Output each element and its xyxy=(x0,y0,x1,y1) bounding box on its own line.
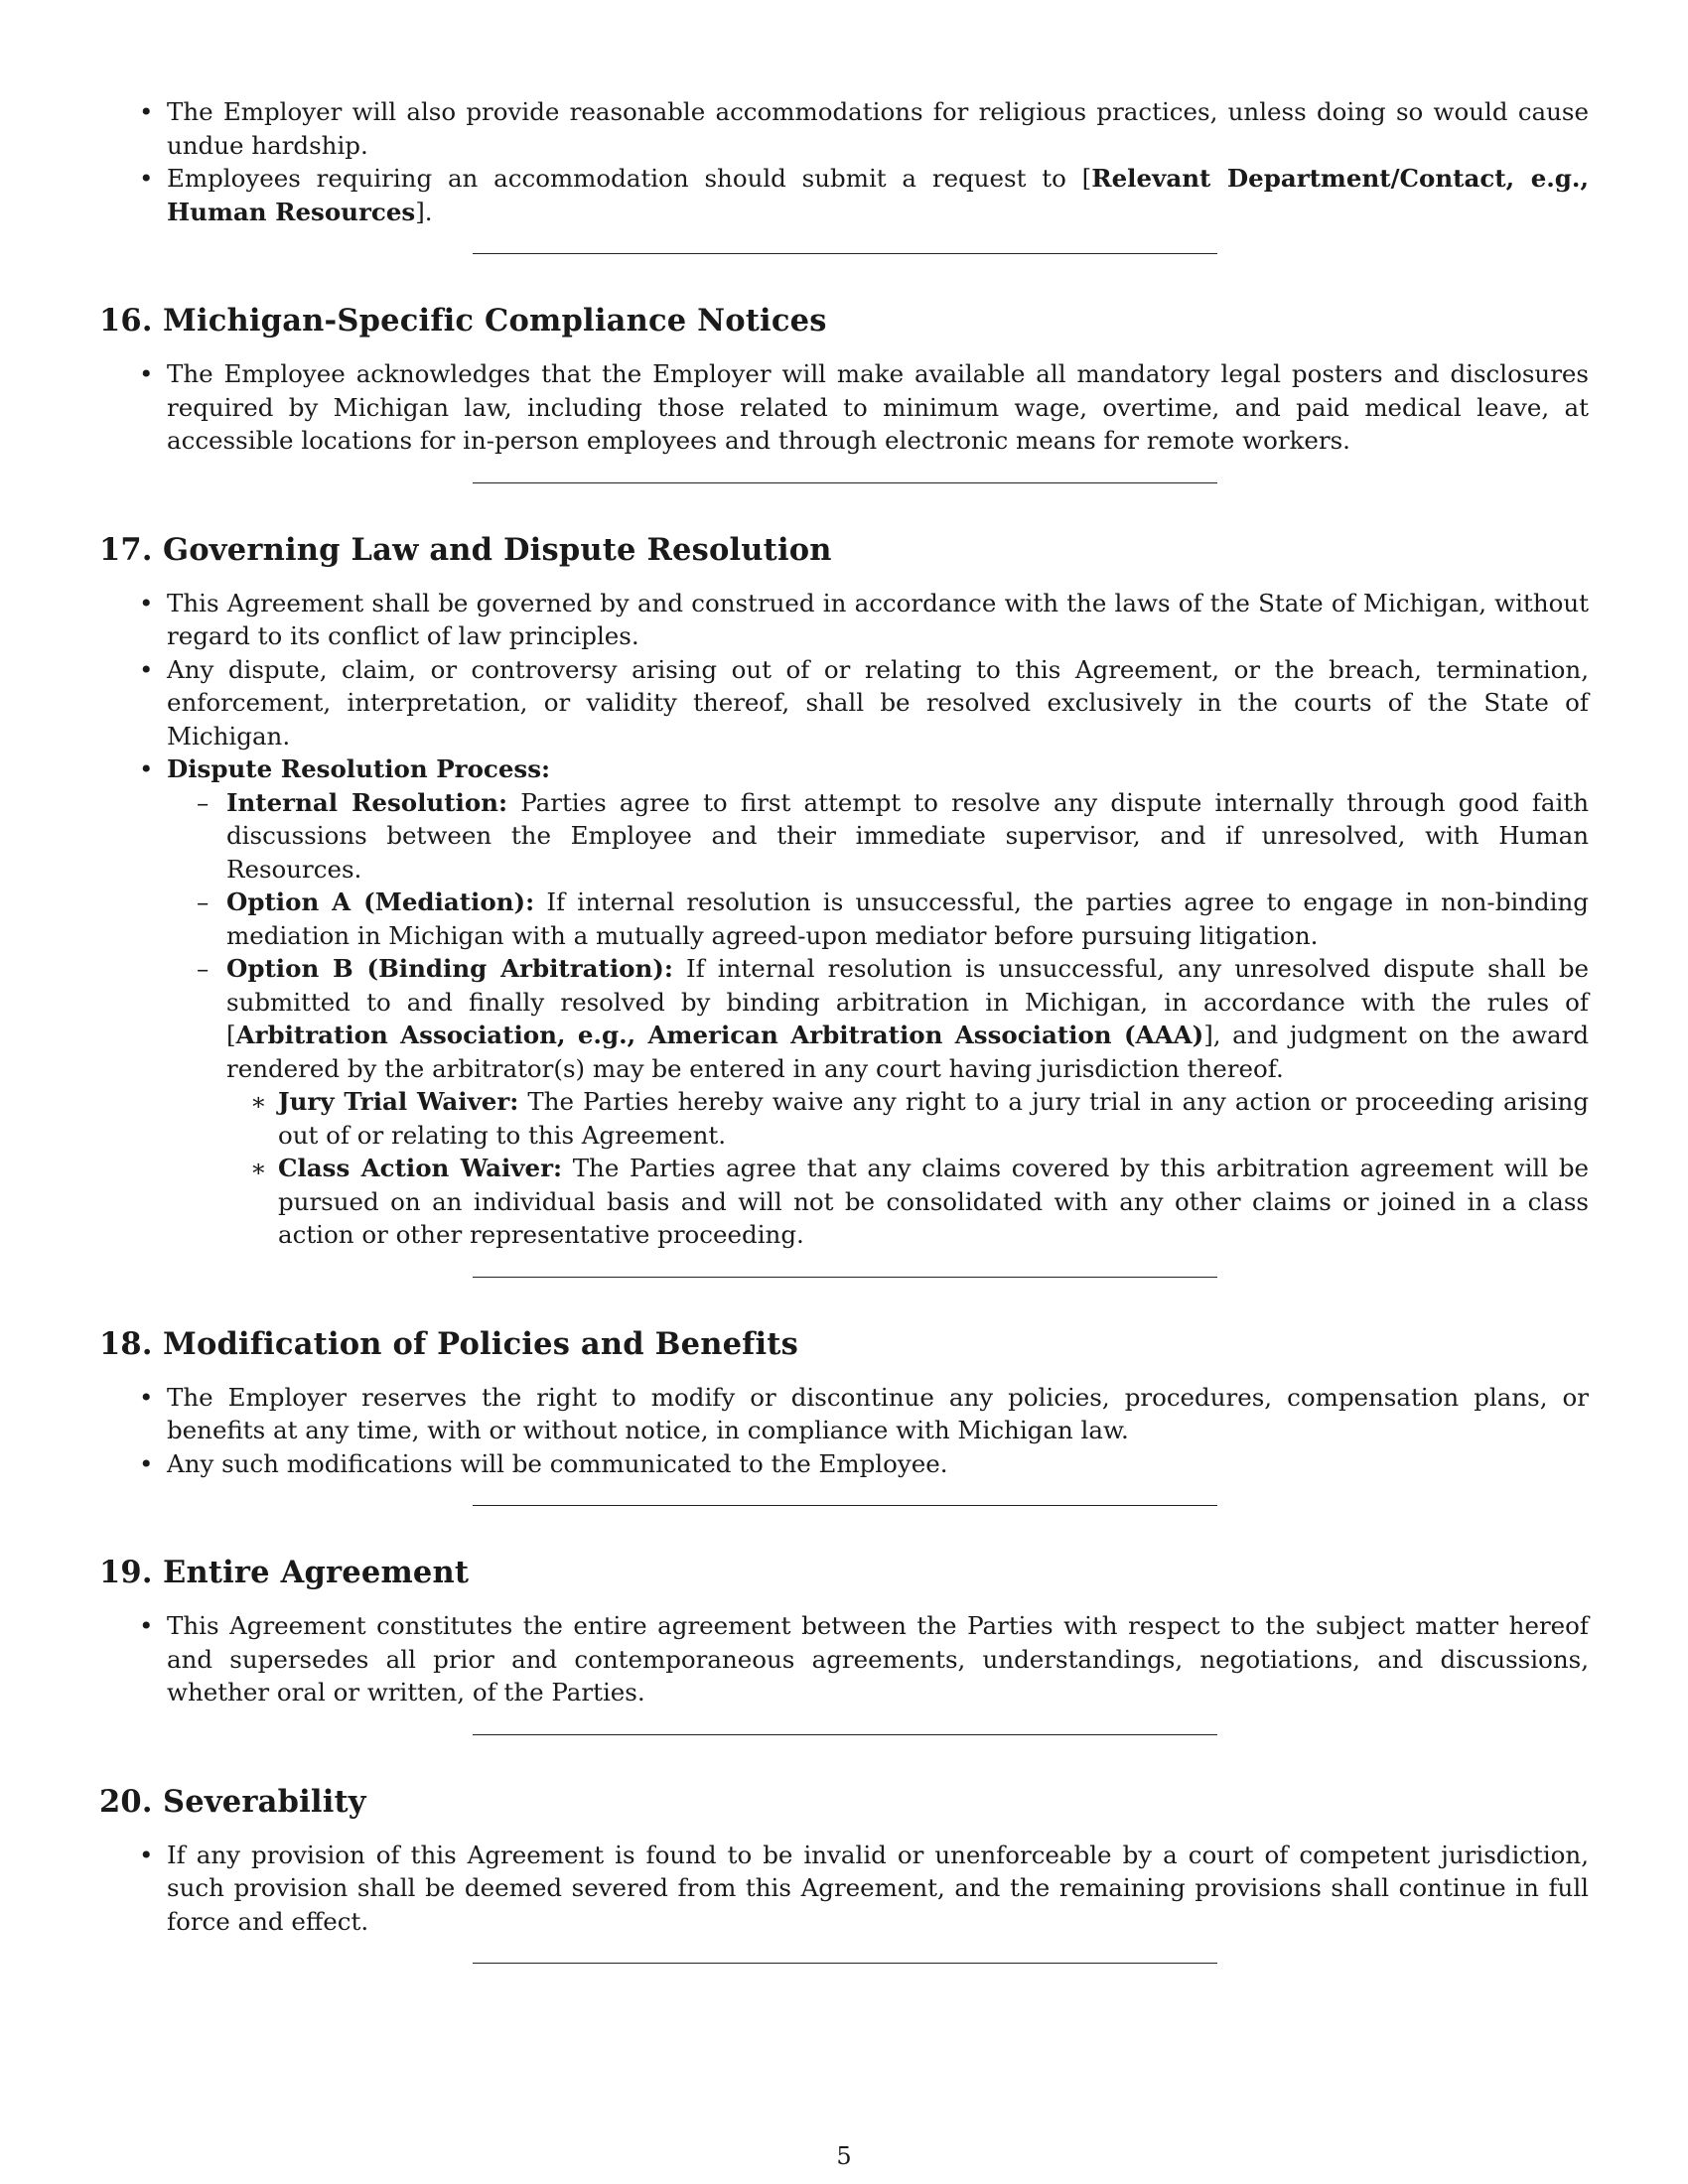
section-divider xyxy=(473,1505,1217,1506)
section-divider xyxy=(473,482,1217,483)
list-item: • This Agreement constitutes the entire agreement between the Parties with respect to the subject matter hereof and supersedes all prior and contemporaneous agreements, understandings, negotiations, and discussions, whether oral or written, of the Parties. xyxy=(99,1609,1589,1709)
dispute-process-sublist xyxy=(167,786,1589,1252)
page-number: 5 xyxy=(836,2142,852,2170)
section-16-list xyxy=(99,357,1589,458)
section-heading-20: 20. Severability xyxy=(99,1783,366,1820)
list-item: • If any provision of this Agreement is found to be invalid or unenforceable by a court of competent jurisdiction, such provision shall be deemed severed from this Agreement, and the remaining provisions shall continue in full force and effect. xyxy=(99,1839,1589,1939)
sub-sub-item-class-action-waiver: ∗ Class Action Waiver: The Parties agree that any claims covered by this arbitration agreement will be pursued on an individual basis and will not be consolidated with any other claims or joined in a class action or other representative proceeding. xyxy=(99,1152,1589,1252)
list-item: • The Employee acknowledges that the Employer will make available all mandatory legal posters and disclosures required by Michigan law, including those related to minimum wage, overtime, and paid medical leave, at accessible locations for in-person employees and through electronic means for remote workers. xyxy=(99,357,1589,458)
document-page xyxy=(99,95,1589,1964)
section-heading-16: 16. Michigan-Specific Compliance Notices xyxy=(99,303,827,339)
section-heading-18: 18. Modification of Policies and Benefits xyxy=(99,1325,798,1362)
section-18-list xyxy=(99,1381,1589,1481)
list-item: • Any dispute, claim, or controversy arising out of or relating to this Agreement, or the breach, termination, enforcement, interpretation, or validity thereof, shall be resolved exclusively in the courts of the State of Michigan. xyxy=(99,653,1589,753)
sub-sub-item-jury-waiver: ∗ Jury Trial Waiver: The Parties hereby waive any right to a jury trial in any action or proceeding arising out of or relating to this Agreement. xyxy=(99,1085,1589,1152)
section-divider xyxy=(473,1734,1217,1735)
sub-item-option-a: – Option A (Mediation): If internal resolution is unsuccessful, the parties agree to engage in non-binding mediation in Michigan with a mutually agreed-upon mediator before pursuing litigation. xyxy=(99,886,1589,952)
list-item: • Employees requiring an accommodation should submit a request to [Relevant Department/Contact, e.g., Human Resources]. xyxy=(99,162,1589,228)
sub-item-option-b: – Option B (Binding Arbitration): If internal resolution is unsuccessful, any unresolved dispute shall be submitted to and finally resolved by binding arbitration in Michigan, in accordance with the rules of [Arbitration Association, e.g., American Arbitration Association (AAA)], and judgment on the award rendered by the arbitrator(s) may be entered in any court having jurisdiction thereof. ∗ Jury Trial Waiver: The Parties hereby waive any right to a jury trial in any action or proceeding arising out of or relating to this Agreement. ∗ Class Action Waiver: The Parties agree that any claims covered by this arbitration agreement will be pursued on an individual basis and will not be consolidated with any other claims or joined in a class action or other representative proceeding. xyxy=(99,952,1589,1252)
section-17-list xyxy=(99,587,1589,1252)
intro-bullet-list xyxy=(99,95,1589,228)
list-item: • This Agreement shall be governed by and construed in accordance with the laws of the State of Michigan, without regard to its conflict of law principles. xyxy=(99,587,1589,653)
section-divider xyxy=(473,1277,1217,1278)
section-heading-17: 17. Governing Law and Dispute Resolution xyxy=(99,531,832,568)
list-item: • Any such modifications will be communicated to the Employee. xyxy=(99,1447,1589,1481)
sub-item-internal-resolution: – Internal Resolution: Parties agree to first attempt to resolve any dispute internally through good faith discussions between the Employee and their immediate supervisor, and if unresolved, with Human Resources. xyxy=(99,786,1589,887)
section-heading-19: 19. Entire Agreement xyxy=(99,1555,470,1590)
list-item: • The Employer reserves the right to modify or discontinue any policies, procedures, compensation plans, or benefits at any time, with or without notice, in compliance with Michigan law. xyxy=(99,1381,1589,1447)
list-item: • The Employer will also provide reasonable accommodations for religious practices, unless doing so would cause undue hardship. xyxy=(99,95,1589,162)
section-divider xyxy=(473,253,1217,254)
list-item-dispute-process: • Dispute Resolution Process: – Internal Resolution: Parties agree to first attempt to resolve any dispute internally through good faith discussions between the Employee and their immediate supervisor, and if unresolved, with Human Resources. – Option A (Mediation): If internal resolution is unsuccessful, the parties agree to engage in non-binding mediation in Michigan with a mutually agreed-upon mediator before pursuing litigation. – Option B (Binding Arbitration): If internal resolution is unsuccessful, any unresolved dispute shall be submitted to and finally resolved by binding arbitration in Michigan, in accordance with the rules of [Arbitration Association, e.g., American Arbitration Association (AAA)], and judgment on the award rendered by the arbitrator(s) may be entered in any court having jurisdiction thereof. ∗ Jury Trial Waiver: The Parties hereby waive any right to a jury trial in any action or proceeding arising out of or relating to this Agreement. ∗ Class Action Waiver: The Parties agree that any claims covered by this arbitration agreement will be pursued on an individual basis and will not be consolidated with any other claims or joined in a class action or other representative proceeding. xyxy=(99,752,1589,1252)
section-19-list xyxy=(99,1609,1589,1709)
waiver-sublist xyxy=(226,1085,1589,1252)
section-divider xyxy=(473,1963,1217,1964)
section-20-list xyxy=(99,1839,1589,1939)
